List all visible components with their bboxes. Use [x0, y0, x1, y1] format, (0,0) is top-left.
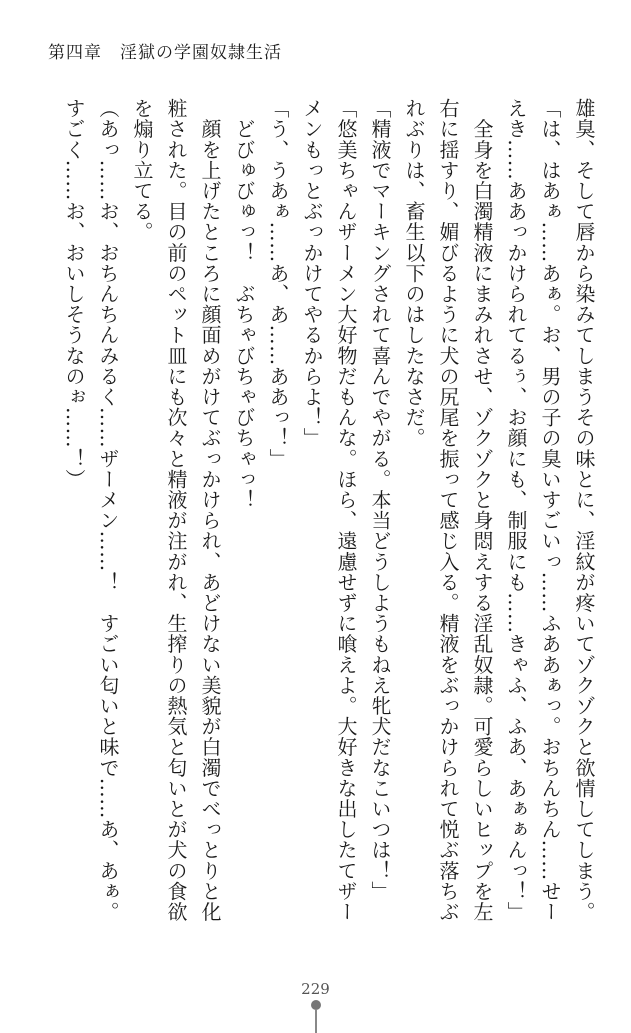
text-line: 粧された。目の前のペット皿にも次々と精液が注がれ、生搾りの熱気と匂いとが犬の食欲: [164, 98, 188, 922]
text-line: 全身を白濁精液にまみれさせ、ゾクゾクと身悶えする淫乱奴隷。可愛らしいヒップを左: [470, 98, 494, 922]
text-line: すごく……お、おいしそうなのぉ……！）: [62, 98, 86, 490]
text-line: 「う、うあぁ……あ、あ……ああっ！」: [266, 98, 290, 469]
text-line: メンもっとぶっかけてやるからよ！」: [300, 98, 324, 449]
text-line: 右に揺すり、媚びるように犬の尻尾を振って感じ入る。精液をぶっかけられて悦ぶ落ちぶ: [436, 98, 460, 922]
text-line: 「精液でマーキングされて喜んでやがる。本当どうしようもねえ牝犬だなこいつは！」: [368, 98, 392, 902]
text-line: 「は、はあぁ……あぁ。お、男の子の臭いすごいっ……ふああぁっ。おちんちん……せー: [538, 98, 562, 922]
text-line: （あっ……お、おちんちんみるく……ザーメン……！ すごい匂いと味で……あ、あぁ。: [96, 98, 120, 922]
text-line: を煽り立てる。: [130, 98, 154, 243]
text-line: どびゅびゅっ！ ぶちゃびちゃびちゃっ！: [232, 98, 256, 510]
text-line: えき……ああっかけられてるぅ、お顔にも、制服にも……きゃふ、ふあ、あぁぁんっ！」: [504, 98, 528, 922]
text-line: 「悠美ちゃんザーメン大好物だもんな。ほら、遠慮せずに喰えよ。大好きな出したてザー: [334, 98, 358, 922]
page-marker-line: [315, 1010, 317, 1033]
page-marker-dot: [311, 1000, 321, 1010]
body-text: [57, 98, 601, 958]
page-number: 229: [301, 980, 330, 998]
text-line: 顔を上げたところに顔面めがけてぶっかけられ、あどけない美貌が白濁でべっとりと化: [198, 98, 222, 922]
chapter-header: 第四章 淫獄の学園奴隷生活: [48, 43, 282, 63]
text-line: れぶりは、畜生以下のはしたなさだ。: [402, 98, 426, 449]
text-line: 雄臭、そして唇から染みてしまうその味とに、淫紋が疼いてゾクゾクと欲情してしまう。: [572, 98, 596, 922]
